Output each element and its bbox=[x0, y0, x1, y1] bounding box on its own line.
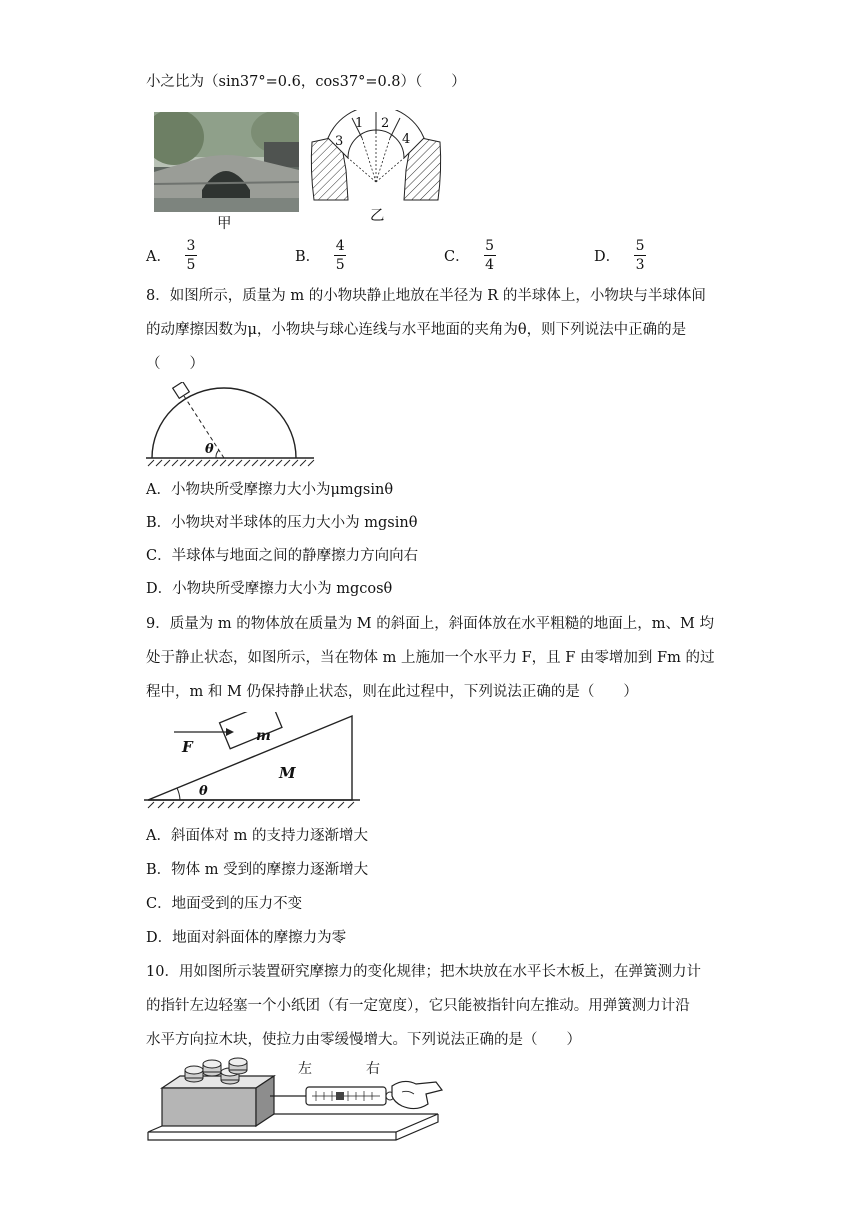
q9-option-b[interactable]: B．物体 m 受到的摩擦力逐渐增大 bbox=[146, 862, 369, 878]
q7-option-a[interactable] bbox=[146, 238, 197, 273]
fraction: $\frac{5}{4}$ bbox=[485, 238, 495, 273]
spring-scale-apparatus bbox=[146, 1056, 446, 1146]
incline-angle-label: θ bbox=[199, 784, 208, 799]
angle-theta-label: θ bbox=[205, 442, 214, 457]
option-letter: A． bbox=[146, 249, 171, 265]
q8-option-c[interactable]: C．半球体与地面之间的静摩擦力方向向右 bbox=[146, 548, 419, 564]
fig-jia-label: 甲 bbox=[217, 216, 232, 232]
direction-left-label: 左 bbox=[298, 1061, 312, 1077]
hemisphere-diagram bbox=[144, 382, 316, 468]
q7-stem-tail: 小之比为（sin37°=0.6，cos37°=0.8）（ ） bbox=[146, 74, 466, 90]
fig-yi-label: 乙 bbox=[370, 208, 385, 224]
q8-stem-line-1: 8．如图所示，质量为 m 的小物块静止地放在半径为 R 的半球体上，小物块与半球体间 bbox=[146, 288, 706, 304]
q8-option-a[interactable]: A．小物块所受摩擦力大小为μmgsinθ bbox=[146, 482, 394, 498]
option-letter: B． bbox=[295, 249, 321, 265]
mass-m-label: m bbox=[256, 728, 271, 744]
q7-option-d[interactable] bbox=[594, 238, 646, 273]
option-letter: D． bbox=[594, 249, 621, 265]
q7-option-b[interactable] bbox=[295, 238, 346, 273]
bridge-photo bbox=[154, 112, 299, 212]
q10-stem-line-2: 的指针左边轻塞一个小纸团（有一定宽度），它只能被指针向左推动。用弹簧测力计沿 bbox=[146, 998, 690, 1014]
q9-stem-line-2: 处于静止状态，如图所示，当在物体 m 上施加一个水平力 F，且 F 由零增加到 Fm 的过 bbox=[146, 650, 715, 666]
stone-arch-diagram bbox=[306, 110, 446, 210]
q7-option-c[interactable] bbox=[444, 238, 496, 273]
force-f-label: F bbox=[182, 738, 193, 756]
q9-option-a[interactable]: A．斜面体对 m 的支持力逐渐增大 bbox=[146, 828, 368, 844]
fraction: $\frac{4}{5}$ bbox=[335, 238, 345, 273]
mass-big-m-label: M bbox=[279, 764, 296, 782]
q10-stem-line-1: 10．用如图所示装置研究摩擦力的变化规律；把木块放在水平长木板上，在弹簧测力计 bbox=[146, 964, 701, 980]
q8-stem-line-3: （ ） bbox=[146, 356, 204, 372]
direction-right-label: 右 bbox=[366, 1061, 380, 1077]
q9-option-d[interactable]: D．地面对斜面体的摩擦力为零 bbox=[146, 930, 347, 946]
q10-stem-line-3: 水平方向拉木块，使拉力由零缓慢增大。下列说法正确的是（ ） bbox=[146, 1032, 581, 1048]
q8-option-d[interactable]: D．小物块所受摩擦力大小为 mgcosθ bbox=[146, 581, 393, 597]
q9-stem-line-3: 程中，m 和 M 仍保持静止状态，则在此过程中，下列说法正确的是（ ） bbox=[146, 684, 638, 700]
q9-stem-line-1: 9．质量为 m 的物体放在质量为 M 的斜面上，斜面体放在水平粗糙的地面上，m、M 均 bbox=[146, 616, 714, 632]
q8-stem-line-2: 的动摩擦因数为μ，小物块与球心连线与水平地面的夹角为θ，则下列说法中正确的是 bbox=[146, 322, 687, 338]
fraction: $\frac{5}{3}$ bbox=[635, 238, 645, 273]
stone-label-2: 2 bbox=[381, 116, 390, 131]
q8-option-b[interactable]: B．小物块对半球体的压力大小为 mgsinθ bbox=[146, 515, 418, 531]
option-letter: C． bbox=[444, 249, 470, 265]
q9-option-c[interactable]: C．地面受到的压力不变 bbox=[146, 896, 303, 912]
incline-diagram bbox=[144, 712, 360, 810]
fraction: $\frac{3}{5}$ bbox=[186, 238, 196, 273]
stone-label-1: 1 bbox=[355, 116, 364, 131]
stone-label-4: 4 bbox=[402, 132, 411, 147]
stone-label-3: 3 bbox=[335, 134, 344, 149]
